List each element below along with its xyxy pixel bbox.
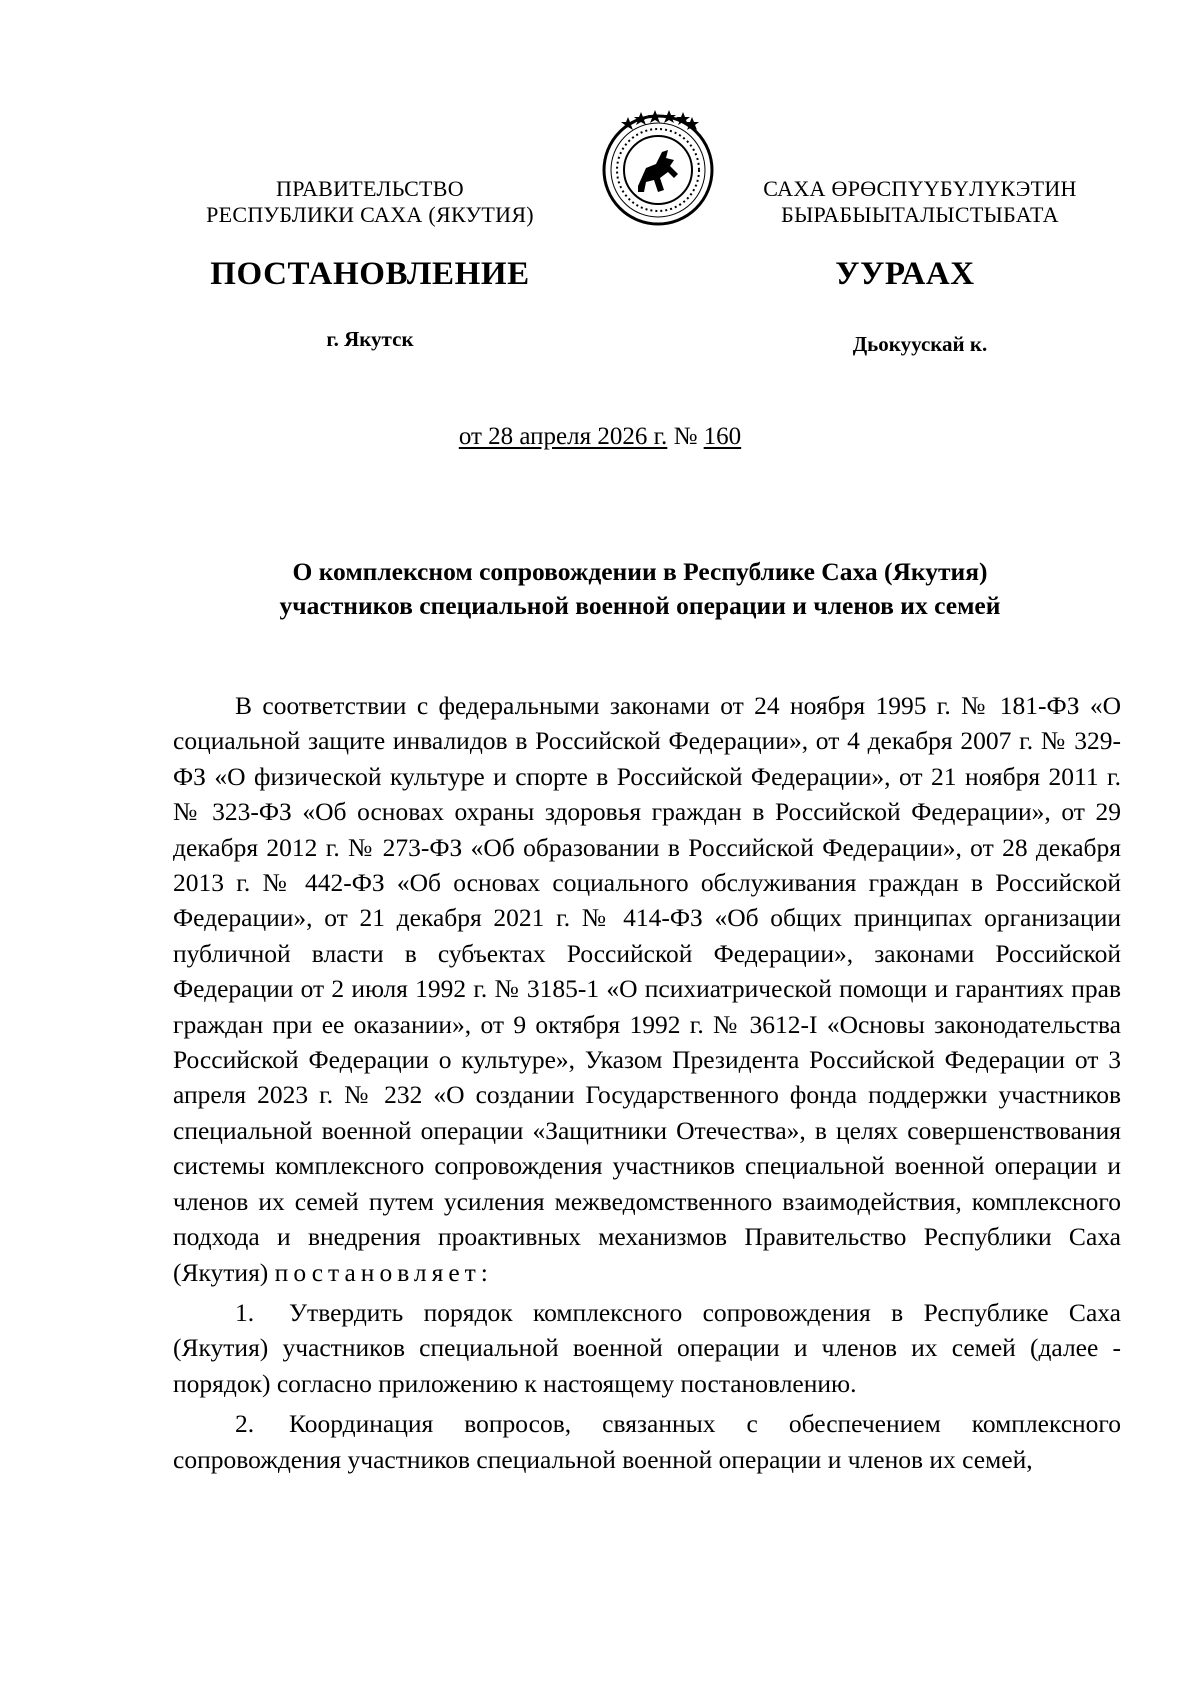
- title-line-1: О комплексном сопровождении в Республике Саха (Якутия): [292, 557, 988, 586]
- doc-type-sakha: УУРААХ: [835, 256, 975, 292]
- decree-word: постановляет:: [274, 1257, 493, 1287]
- date-number-line: [0, 423, 1200, 451]
- title-line-2: участников специальной военной операции и членов их семей: [279, 591, 1001, 620]
- number-prefix: №: [667, 423, 704, 450]
- header-right-line1: САХА ӨРӨСПҮҮБҮЛҮКЭТИН: [763, 176, 1077, 201]
- header-right-line2: БЫРАБЫЫТАЛЫСТЫБАТА: [781, 202, 1059, 227]
- item-number: 1.: [235, 1297, 255, 1327]
- decree-date: от 28 апреля 2026 г.: [458, 423, 668, 450]
- list-item: [173, 1295, 1121, 1401]
- city-ru: г. Якутск: [326, 327, 414, 351]
- item-text: Координация вопросов, связанных с обеспечением комплексного сопровождения участников специальной военной операции и членов их семей,: [173, 1409, 1121, 1474]
- header-right-block: [755, 176, 1085, 228]
- document-title: [160, 555, 1120, 623]
- preamble-text: В соответствии с федеральными законами от 24 ноября 1995 г. № 181-ФЗ «О социальной защите инвалидов в Российской Федерации», от 4 декабря 2007 г. № 329-ФЗ «О физической культуре и спорте в Российской Федерации», от 21 ноября 2011 г. № 323-ФЗ «Об основах охраны здоровья граждан в Российской Федерации», от 29 декабря 2012 г. № 273-ФЗ «Об образовании в Российской Федерации», от 28 декабря 2013 г. № 442-ФЗ «Об основах социального обслуживания граждан в Российской Федерации», от 21 декабря 2021 г. № 414-ФЗ «Об общих принципах организации публичной власти в субъектах Российской Федерации», законами Российской Федерации от 2 июля 1992 г. № 3185-1 «О психиатрической помощи и гарантиях прав граждан при ее оказании», от 9 октября 1992 г. № 3612-I «Основы законодательства Российской Федерации о культуре», Указом Президента Российской Федерации от 3 апреля 2023 г. № 232 «О создании Государственного фонда поддержки участников специальной военной операции «Защитники Отечества», в целях совершенствования системы комплексного сопровождения участников специальной военной операции и членов их семей путем усиления межведомственного взаимодействия, комплексного подхода и внедрения проактивных механизмов Правительство Республики Саха (Якутия): [173, 691, 1121, 1287]
- header-left-line2: РЕСПУБЛИКИ САХА (ЯКУТИЯ): [206, 202, 534, 227]
- header-left-line1: ПРАВИТЕЛЬСТВО: [276, 176, 464, 201]
- doc-type-ru: ПОСТАНОВЛЕНИЕ: [210, 256, 530, 292]
- item-text: Утвердить порядок комплексного сопровождения в Республике Саха (Якутия) участников специальной военной операции и членов их семей (далее - порядок) согласно приложению к настоящему постановлению.: [173, 1297, 1121, 1398]
- item-number: 2.: [235, 1409, 255, 1439]
- header-left-block: [190, 176, 550, 228]
- coat-of-arms-icon: [598, 108, 718, 228]
- city-sakha: Дьокуускай к.: [852, 332, 988, 356]
- document-body: [173, 688, 1121, 1477]
- list-item: [173, 1406, 1121, 1477]
- decree-number: 160: [703, 423, 742, 450]
- preamble-paragraph: [173, 688, 1121, 1290]
